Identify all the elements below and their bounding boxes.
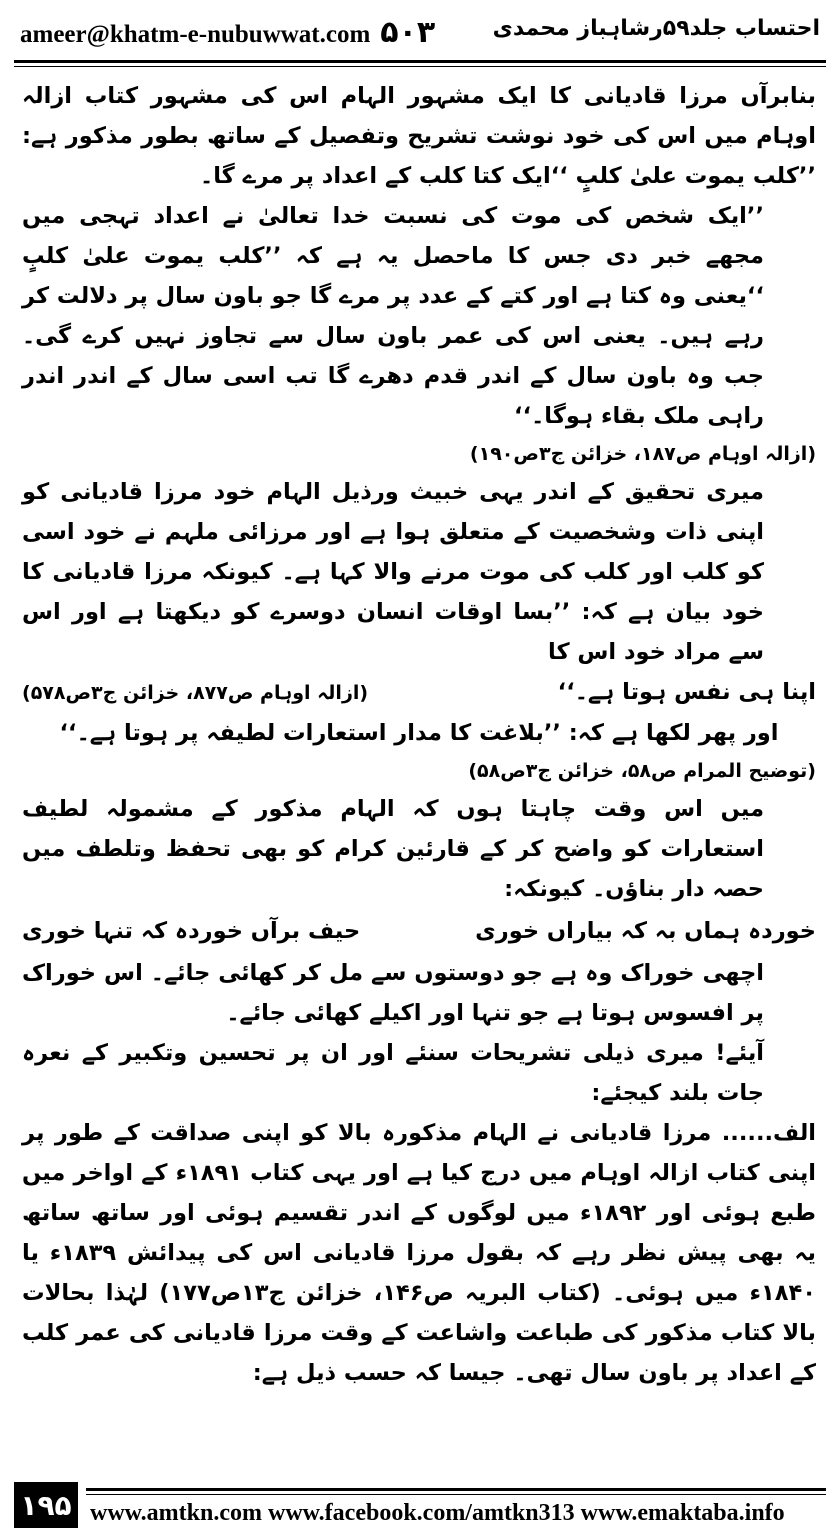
footer-links: www.amtkn.com www.facebook.com/amtkn313 www.emaktaba.info bbox=[90, 1500, 785, 1526]
paragraph-6: اچھی خوراک وہ ہے جو دوستوں سے مل کر کھائی جائے۔ اس خوراک پر افسوس ہوتا ہے جو تنہا اور اکیلے کھائی جائے۔ bbox=[22, 960, 764, 1026]
persian-couplet bbox=[22, 909, 816, 953]
header-rule bbox=[14, 60, 826, 63]
reference-3: (توضیح المرام ص۵۸، خزائن ج۳ص۵۸) bbox=[468, 760, 816, 782]
footer-page-number: ۱۹۵ bbox=[14, 1482, 78, 1528]
header-email: ameer@khatm-e-nubuwwat.com bbox=[20, 21, 371, 48]
paragraph-3-last-line: اپنا ہی نفس ہوتا ہے۔‘‘ bbox=[557, 679, 816, 705]
page-footer bbox=[0, 1480, 840, 1540]
paragraph-7: آیئے! میری ذیلی تشریحات سنئے اور ان پر تحسین وتکبیر کے نعرہ جات بلند کیجئے: bbox=[22, 1040, 764, 1106]
paragraph-quote: ’’ایک شخص کی موت کی نسبت خدا تعالیٰ نے اعداد تہجی میں مجھے خبر دی جس کا ماحصل یہ ہے کہ ’’کلب یموت علیٰ کلبٍ ‘‘یعنی وہ کتا ہے اور کتے کے عدد پر مرے گا جو باون سال پر دلالت کر رہے ہیں۔ یعنی اس کی عمر باون سال سے تجاوز نہیں کرے گی۔ جب وہ باون سال کے اندر قدم دھرے گا تب اسی سال کے اندر اندر راہی ملک بقاء ہوگا۔‘‘ bbox=[22, 203, 764, 429]
page-body bbox=[22, 76, 816, 1476]
paragraph-5: میں اس وقت چاہتا ہوں کہ الہام مذکور کے مشمولہ لطیف استعارات کو واضح کر کے قارئین کرام کو بھی تحفظ وتلطف میں حصہ دار بناؤں۔ کیونکہ: bbox=[22, 796, 764, 902]
paragraph-8: الف...... مرزا قادیانی نے الہام مذکورہ بالا کو اپنی صداقت کے طور پر اپنی کتاب ازالہ اوہام میں درج کیا ہے اور یہی کتاب ۱۸۹۱ء کے اواخر میں طبع ہوئی اور ۱۸۹۲ء میں لوگوں کے اندر تقسیم ہوئی اور ساتھ ساتھ یہ بھی پیش نظر رہے کہ بقول مرزا قادیانی اس کی پیدائش ۱۸۳۹ء یا ۱۸۴۰ء میں ہوئی۔ (کتاب البریہ ص۱۴۶، خزائن ج۱۳ص۱۷۷) لہٰذا بحالات بالا کتاب مذکور کی طباعت واشاعت کے وقت مرزا قادیانی کی عمر کلب کے اعداد پر باون سال تھی۔ جیسا کہ حسب ذیل ہے: bbox=[22, 1120, 817, 1386]
page-header bbox=[14, 8, 824, 58]
header-title: احتساب جلد۵۹رشاہباز محمدی bbox=[492, 16, 820, 41]
couplet-second-hemistich: حیف برآں خوردہ کہ تنہا خوری bbox=[22, 918, 361, 944]
header-page-number: ۵۰۳ bbox=[380, 15, 436, 50]
header-left bbox=[20, 15, 436, 50]
footer-rule bbox=[86, 1488, 826, 1491]
reference-2: (ازالہ اوہام ص۸۷۷، خزائن ج۳ص۵۷۸) bbox=[22, 682, 369, 704]
footer-rule-thin bbox=[86, 1494, 826, 1495]
paragraph-3: میری تحقیق کے اندر یہی خبیث ورذیل الہام خود مرزا قادیانی کو اپنی ذات وشخصیت کے متعلق ہوا ہے اور مرزائی ملہم نے خود اسی کو کلب اور کلب کی موت مرنے والا کہا ہے۔ کیونکہ مرزا قادیانی کا خود بیان ہے کہ: ’’بسا اوقات انسان دوسرے کو دیکھتا ہے اور اس سے مراد خود اس کا bbox=[22, 479, 764, 665]
header-rule-thin bbox=[14, 66, 826, 67]
couplet-first-hemistich: خوردہ ہماں بہ کہ بیاراں خوری bbox=[475, 918, 816, 944]
paragraph-3-end-row bbox=[22, 672, 816, 713]
reference-1: (ازالہ اوہام ص۱۸۷، خزائن ج۳ص۱۹۰) bbox=[469, 443, 816, 465]
paragraph-1: بنابرآں مرزا قادیانی کا ایک مشہور الہام اس کی مشہور کتاب ازالہ اوہام میں اس کی خود نوشت تشریح وتفصیل کے ساتھ بطور مذکور ہے: ’’کلب یموت علیٰ کلبٍ ‘‘ایک کتا کلب کے اعداد پر مرے گا۔ bbox=[22, 83, 816, 189]
paragraph-4: اور پھر لکھا ہے کہ: ’’بلاغت کا مدار استعارات لطیفہ پر ہوتا ہے۔‘‘ bbox=[59, 720, 779, 746]
